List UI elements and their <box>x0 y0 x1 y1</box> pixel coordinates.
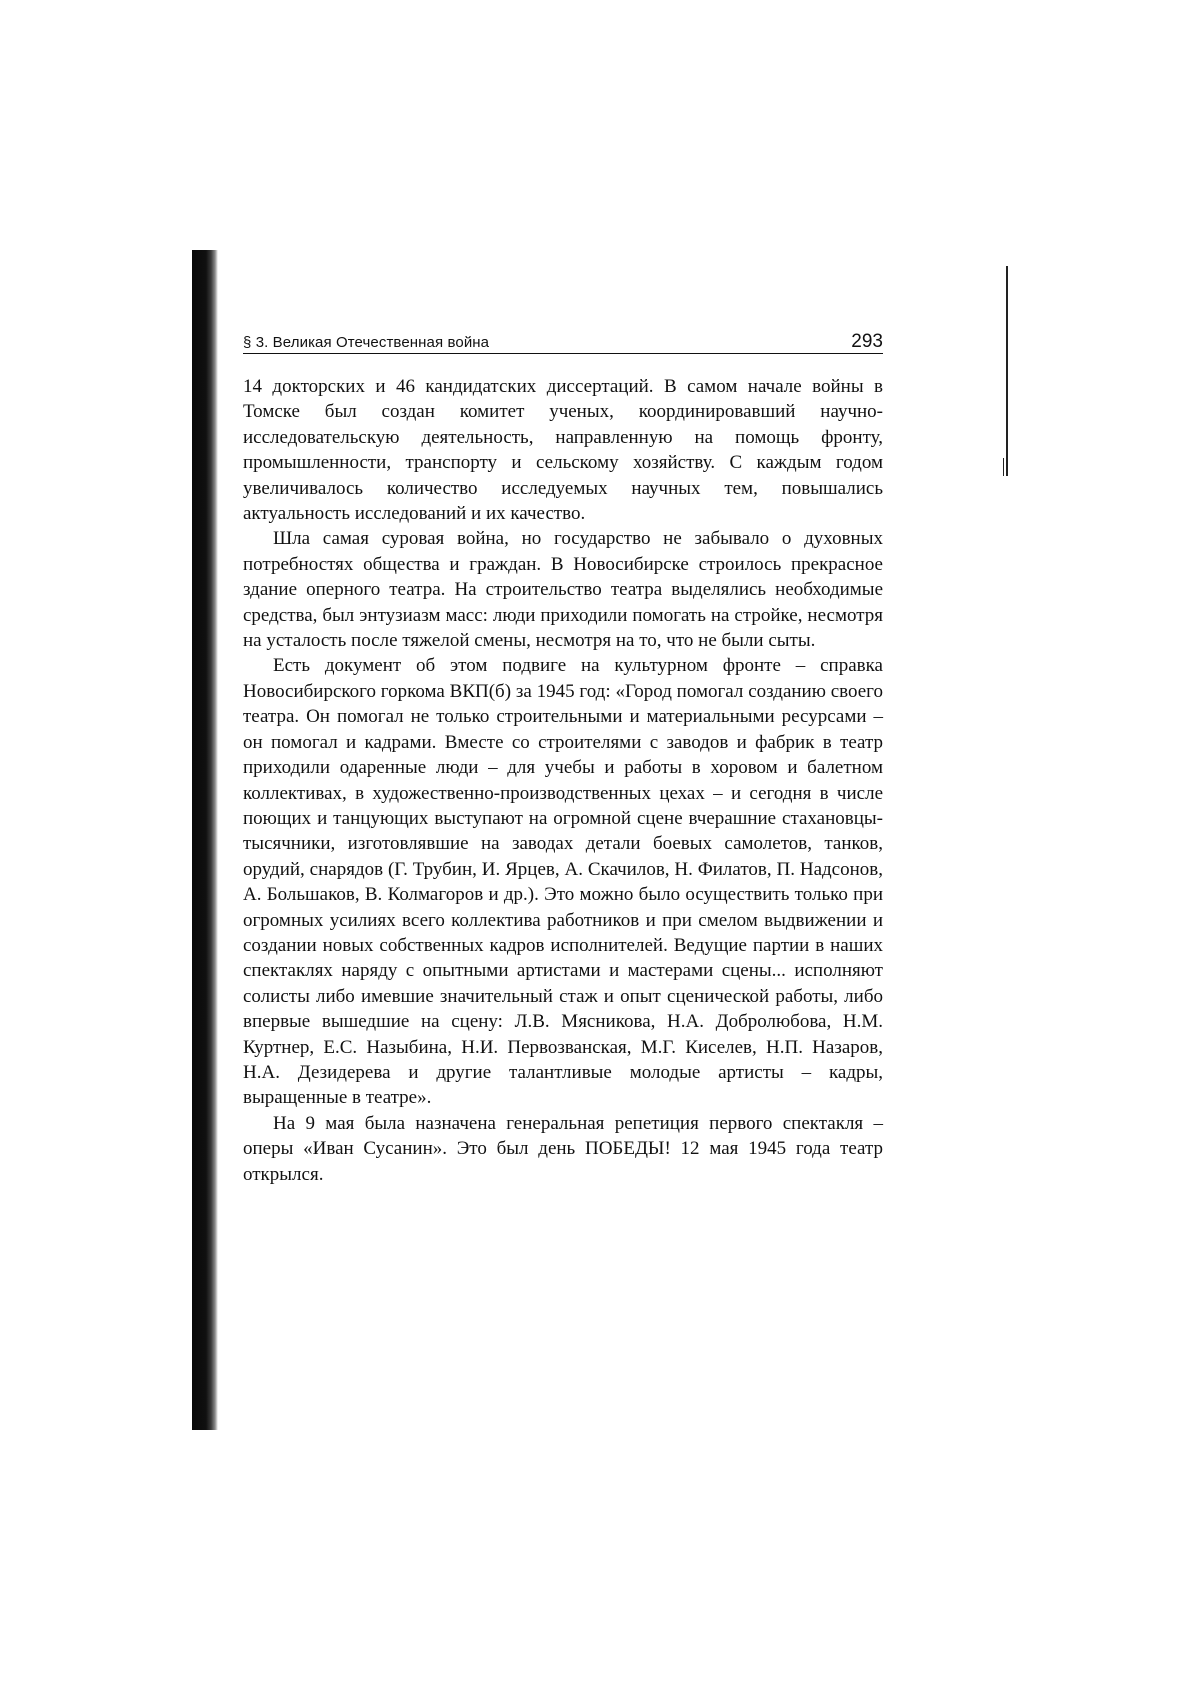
scan-binding-edge <box>192 250 218 1430</box>
margin-mark <box>1006 266 1008 476</box>
paragraph: Есть документ об этом подвиге на культурном фронте – справка Новосибирского горкома ВКП(б) за 1945 год: «Город помогал созданию своего театра. Он помогал не только строительными и материальными ресурсами – он помогал и кадрами. Вместе со строителями с заводов и фабрик в театр приходили одаренные люди – для учебы и работы в хоровом и балетном коллективах, в художественно-производственных цехах – и сегодня в числе поющих и танцующих выступают на огромной сцене вчерашние стахановцы-тысячники, изготовлявшие на заводах детали боевых самолетов, танков, орудий, снарядов (Г. Трубин, И. Ярцев, А. Скачилов, Н. Филатов, П. Надсонов, А. Большаков, В. Колмагоров и др.). Это можно было осуществить только при огромных усилиях всего коллектива работников и при смелом выдвижении и создании новых собственных кадров исполнителей. Ведущие партии в наших спектаклях наряду с опытными артистами и мастерами сцены... исполняют солисты либо имевшие значительный стаж и опыт сценической работы, либо впервые вышедшие на сцену: Л.В. Мясникова, Н.А. Добролюбова, Н.М. Куртнер, Е.С. Назыбина, Н.И. Первозванская, М.Г. Киселев, Н.П. Назаров, Н.А. Дезидерева и другие талантливые молодые артисты – кадры, выращенные в театре». <box>243 655 883 1109</box>
body-text <box>243 374 883 1187</box>
paragraph: Шла самая суровая война, но государство не забывало о духовных потребностях общества и граждан. В Новосибирске строилось прекрасное здание оперного театра. На строительство театра выделялись необходимые средства, был энтузиазм масс: люди приходили помогать на стройке, несмотря на усталость после тяжелой смены, несмотря на то, что не были сыты. <box>243 528 883 652</box>
book-page <box>243 332 883 1187</box>
paragraph: 14 докторских и 46 кандидатских диссертаций. В самом начале войны в Томске был создан комитет ученых, координировавший научно-исследовательскую деятельность, направленную на помощь фронту, промышленности, транспорту и сельскому хозяйству. С каждым годом увеличивалось количество исследуемых научных тем, повышались актуальность исследований и их качество. <box>243 376 883 525</box>
margin-mark <box>1003 458 1004 476</box>
page-number: 293 <box>851 331 883 352</box>
paragraph: На 9 мая была назначена генеральная репетиция первого спектакля – оперы «Иван Сусанин». Это был день ПОБЕДЫ! 12 мая 1945 года театр открылся. <box>243 1112 883 1185</box>
running-head <box>243 332 883 354</box>
section-title: § 3. Великая Отечественная война <box>243 334 490 351</box>
